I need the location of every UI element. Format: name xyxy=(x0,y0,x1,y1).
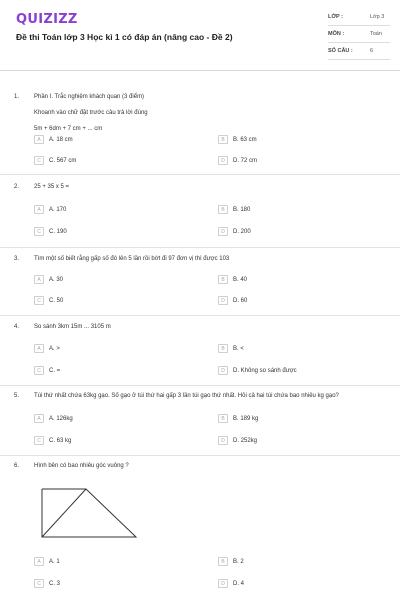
meta-row-count xyxy=(328,48,390,60)
option-d[interactable] xyxy=(218,227,251,236)
question-number: 3. xyxy=(14,256,20,262)
option-c[interactable] xyxy=(34,579,60,588)
option-letter-box: A xyxy=(34,414,44,423)
option-letter-box: A xyxy=(34,275,44,284)
question-text: Phần I. Trắc nghiệm khách quan (3 điểm) xyxy=(34,94,145,100)
option-c[interactable] xyxy=(34,436,71,445)
option-text: B. 63 cm xyxy=(233,136,257,143)
option-letter-box: B xyxy=(218,414,228,423)
option-text: D. 252kg xyxy=(233,437,258,444)
question-divider xyxy=(0,385,400,386)
option-b[interactable] xyxy=(218,135,257,144)
question-text: Túi thứ nhất chứa 63kg gạo. Số gạo ở túi thứ hai gấp 3 lần túi gạo thứ nhất. Hỏi cả hai túi chứa bao nhiêu kg gạo? xyxy=(34,393,339,399)
option-a[interactable] xyxy=(34,135,73,144)
question-text: Hình bên có bao nhiêu góc vuông ? xyxy=(34,463,129,469)
meta-value: Toán xyxy=(370,31,382,37)
option-text: A. 126kg xyxy=(49,415,73,422)
option-letter-box: D xyxy=(218,366,228,375)
option-text: D. 200 xyxy=(233,228,251,235)
option-letter-box: D xyxy=(218,156,228,165)
question-divider xyxy=(0,315,400,316)
option-text: C. 50 xyxy=(49,297,64,304)
option-letter-box: D xyxy=(218,296,228,305)
option-letter-box: B xyxy=(218,344,228,353)
worksheet-title: Đề thi Toán lớp 3 Học kì 1 có đáp án (nâng cao - Đề 2) xyxy=(16,32,233,42)
option-text: B. 2 xyxy=(233,558,244,565)
meta-value: Lớp 3 xyxy=(370,14,385,20)
option-letter-box: B xyxy=(218,275,228,284)
question-text: 5m + 6dm + 7 cm + ... cm xyxy=(34,126,103,132)
option-text: D. 72 cm xyxy=(233,157,258,164)
option-letter-box: D xyxy=(218,227,228,236)
option-text: B. 180 xyxy=(233,206,251,213)
option-letter-box: C xyxy=(34,296,44,305)
question-text: So sánh 3km 15m ... 3105 m xyxy=(34,324,111,330)
option-b[interactable] xyxy=(218,205,250,214)
option-text: B. 189 kg xyxy=(233,415,259,422)
option-letter-box: D xyxy=(218,436,228,445)
option-c[interactable] xyxy=(34,296,63,305)
option-text: C. 63 kg xyxy=(49,437,72,444)
option-text: C. 190 xyxy=(49,228,67,235)
option-a[interactable] xyxy=(34,205,66,214)
option-d[interactable] xyxy=(218,579,244,588)
question-divider xyxy=(0,247,400,248)
option-a[interactable] xyxy=(34,344,60,353)
option-c[interactable] xyxy=(34,366,60,375)
option-letter-box: A xyxy=(34,344,44,353)
option-text: D. Không so sánh được xyxy=(233,367,297,374)
option-text: C. 3 xyxy=(49,580,61,587)
question-text: 25 + 35 x 5 = xyxy=(34,184,70,190)
meta-value: 6 xyxy=(370,48,374,54)
trapezoid-figure xyxy=(36,485,140,541)
question-text: Khoanh vào chữ đặt trước câu trả lời đúng xyxy=(34,110,148,116)
option-d[interactable] xyxy=(218,436,257,445)
option-letter-box: B xyxy=(218,557,228,566)
question-number: 5. xyxy=(14,393,20,399)
meta-row-class xyxy=(328,14,390,26)
option-text: C. = xyxy=(49,367,61,374)
question-number: 6. xyxy=(14,463,20,469)
option-letter-box: A xyxy=(34,205,44,214)
meta-key: LỚP : xyxy=(328,14,343,20)
option-a[interactable] xyxy=(34,275,63,284)
option-d[interactable] xyxy=(218,296,247,305)
question-number: 1. xyxy=(14,94,20,100)
option-text: A. 18 cm xyxy=(49,136,73,143)
question-number: 4. xyxy=(14,324,20,330)
option-d[interactable] xyxy=(218,366,297,375)
option-text: B. < xyxy=(233,345,244,352)
option-text: A. 1 xyxy=(49,558,60,565)
question-text: Tìm một số biết rằng gấp số đó lên 5 lần rồi bớt đi 97 đơn vị thì được 103 xyxy=(34,256,230,262)
option-text: B. 40 xyxy=(233,276,248,283)
question-divider xyxy=(0,455,400,456)
option-letter-box: C xyxy=(34,156,44,165)
option-letter-box: C xyxy=(34,579,44,588)
meta-key: MÔN : xyxy=(328,31,345,37)
option-text: A. 30 xyxy=(49,276,64,283)
option-d[interactable] xyxy=(218,156,257,165)
option-letter-box: B xyxy=(218,135,228,144)
option-text: A. 170 xyxy=(49,206,67,213)
option-letter-box: D xyxy=(218,579,228,588)
header-divider xyxy=(0,70,400,71)
meta-key: SỐ CÂU : xyxy=(328,48,353,54)
quizizz-logo: QUIZIZZ xyxy=(16,12,78,27)
option-text: D. 4 xyxy=(233,580,245,587)
option-letter-box: A xyxy=(34,135,44,144)
option-letter-box: C xyxy=(34,366,44,375)
meta-row-subject xyxy=(328,31,390,43)
question-number: 2. xyxy=(14,184,20,190)
option-b[interactable] xyxy=(218,557,244,566)
option-c[interactable] xyxy=(34,156,76,165)
option-text: D. 60 xyxy=(233,297,248,304)
question-divider xyxy=(0,174,400,175)
option-a[interactable] xyxy=(34,414,73,423)
option-b[interactable] xyxy=(218,414,258,423)
option-a[interactable] xyxy=(34,557,60,566)
option-letter-box: A xyxy=(34,557,44,566)
option-text: C. 567 cm xyxy=(49,157,77,164)
meta-block xyxy=(328,14,390,65)
option-b[interactable] xyxy=(218,344,244,353)
option-letter-box: B xyxy=(218,205,228,214)
option-letter-box: C xyxy=(34,227,44,236)
option-text: A. > xyxy=(49,345,60,352)
option-c[interactable] xyxy=(34,227,67,236)
option-b[interactable] xyxy=(218,275,247,284)
option-letter-box: C xyxy=(34,436,44,445)
